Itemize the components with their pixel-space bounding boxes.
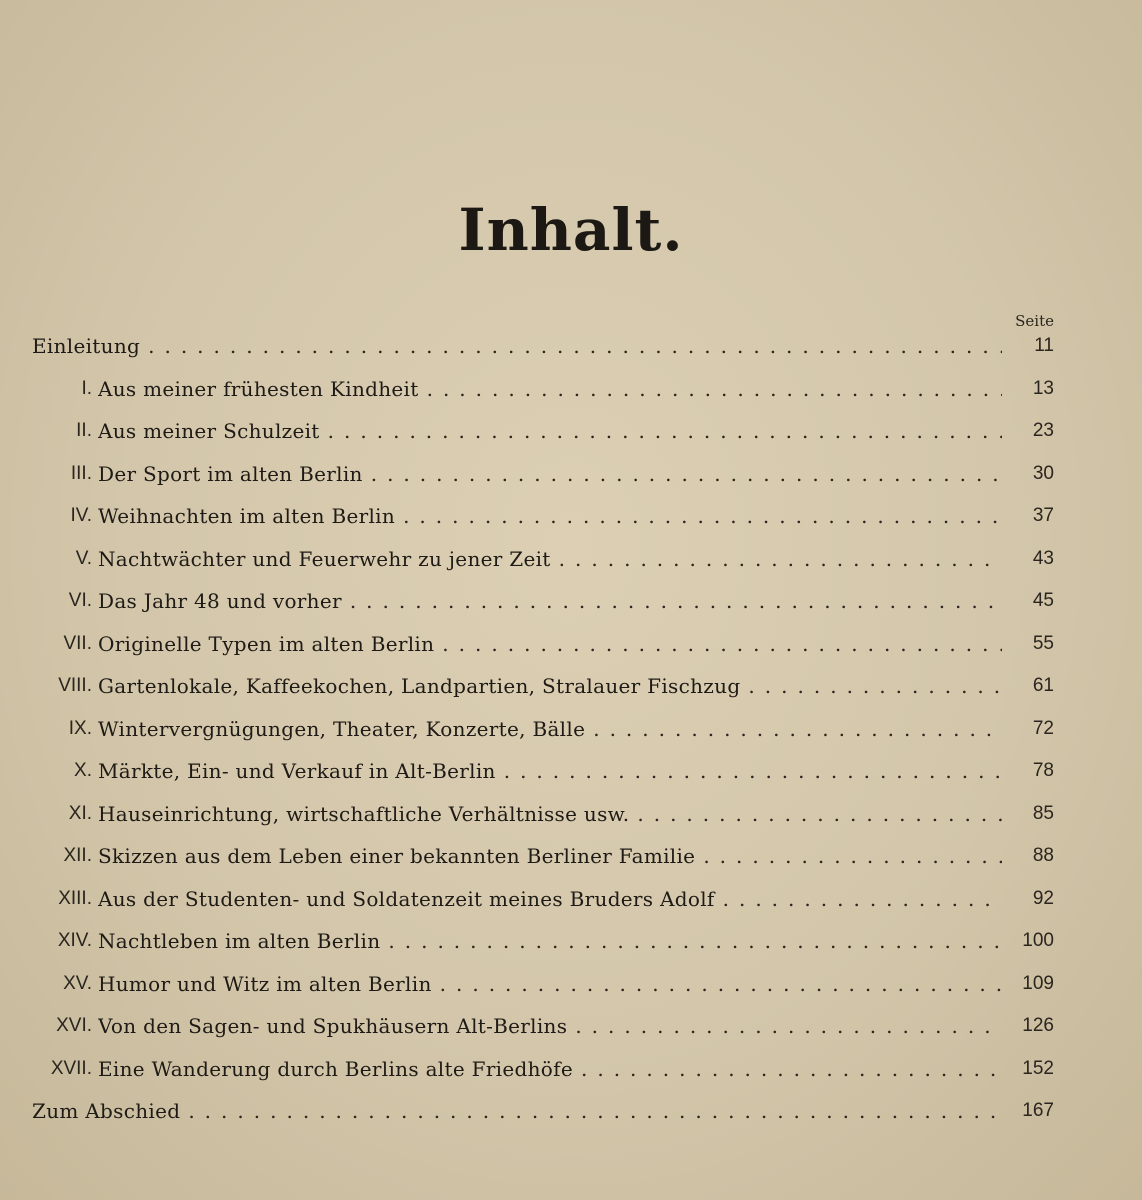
toc-entry [0, 410, 1142, 453]
chapter-title: Nachtwächter und Feuerwehr zu jener Zeit [98, 546, 551, 571]
page-number: 30 [1032, 462, 1054, 484]
chapter-numeral: IV. [70, 505, 92, 526]
chapter-title: Der Sport im alten Berlin [98, 461, 363, 486]
chapter-title: Humor und Witz im alten Berlin [98, 971, 432, 996]
chapter-title: Wintervergnügungen, Theater, Konzerte, Bälle [98, 716, 586, 741]
toc-entry [0, 920, 1142, 963]
entry-line [98, 1005, 1002, 1048]
toc-entry [0, 495, 1142, 538]
page-number: 100 [1022, 930, 1054, 951]
dot-leader [328, 410, 1002, 453]
entry-line [98, 963, 1002, 1006]
chapter-title: Weihnachten im alten Berlin [98, 504, 396, 528]
page-number: 37 [1032, 505, 1054, 526]
toc-entry [0, 835, 1142, 878]
entry-line [98, 920, 1002, 963]
toc-entry [0, 538, 1142, 581]
chapter-numeral: XVII. [50, 1057, 92, 1079]
chapter-title: Hauseinrichtung, wirtschaftliche Verhältnisse usw. [98, 801, 630, 826]
chapter-numeral: I. [81, 377, 92, 399]
page-number: 43 [1032, 547, 1054, 569]
chapter-numeral: XIV. [57, 930, 92, 951]
chapter-title: Zum Abschied [32, 1099, 181, 1123]
entry-line [98, 1048, 1002, 1091]
dot-leader [504, 750, 1002, 793]
entry-line [32, 325, 1002, 368]
dot-leader [403, 495, 1002, 538]
dot-leader [575, 1005, 1002, 1048]
toc-entry [0, 963, 1142, 1006]
entry-line [98, 538, 1002, 581]
toc-entry [0, 750, 1142, 793]
entry-line [98, 495, 1002, 538]
chapter-title: Einleitung [32, 334, 141, 358]
page-number: 23 [1032, 420, 1054, 441]
entry-line [98, 793, 1002, 836]
dot-leader [703, 835, 1002, 878]
chapter-title: Gartenlokale, Kaffeekochen, Landpartien, Stralauer Fischzug [98, 674, 741, 698]
chapter-numeral: XIII. [58, 887, 92, 909]
entry-line [32, 1090, 1002, 1133]
page-number: 85 [1032, 802, 1054, 824]
chapter-numeral: XVI. [56, 1015, 92, 1036]
entry-line [98, 580, 1002, 623]
entry-line [98, 878, 1002, 921]
chapter-title: Skizzen aus dem Leben einer bekannten Berliner Familie [98, 844, 696, 868]
chapter-title: Märkte, Ein- und Verkauf in Alt-Berlin [98, 759, 496, 783]
toc-entry [0, 1090, 1142, 1133]
dot-leader [188, 1090, 1002, 1133]
chapter-numeral: XV. [63, 972, 92, 994]
dot-leader [148, 325, 1002, 368]
page-number: 78 [1032, 760, 1054, 781]
page-number: 167 [1022, 1100, 1054, 1121]
chapter-title: Originelle Typen im alten Berlin [98, 631, 435, 656]
chapter-title: Aus meiner Schulzeit [98, 419, 320, 443]
chapter-numeral: V. [75, 547, 92, 569]
entry-line [98, 665, 1002, 708]
toc-entry [0, 368, 1142, 411]
page-number: 55 [1032, 632, 1054, 654]
page-number: 45 [1032, 590, 1054, 611]
dot-leader [388, 920, 1002, 963]
toc-entry [0, 708, 1142, 751]
toc-entry [0, 1048, 1142, 1091]
dot-leader [440, 963, 1002, 1006]
page-number: 109 [1022, 972, 1054, 994]
chapter-numeral: II. [76, 420, 92, 441]
chapter-numeral: XI. [68, 802, 92, 824]
toc-entry [0, 453, 1142, 496]
entry-line [98, 410, 1002, 453]
page-number: 152 [1022, 1057, 1054, 1079]
entry-line [98, 453, 1002, 496]
chapter-title: Aus meiner frühesten Kindheit [98, 376, 419, 401]
dot-leader [593, 708, 1002, 751]
chapter-numeral: VI. [68, 590, 92, 611]
dot-leader [427, 368, 1002, 411]
chapter-title: Aus der Studenten- und Soldatenzeit meines Bruders Adolf [98, 886, 715, 911]
page-number: 92 [1032, 887, 1054, 909]
page-number: 88 [1032, 845, 1054, 866]
dot-leader [559, 538, 1002, 581]
dot-leader [581, 1048, 1002, 1091]
chapter-title: Nachtleben im alten Berlin [98, 929, 381, 953]
entry-line [98, 708, 1002, 751]
chapter-numeral: X. [74, 760, 92, 781]
chapter-numeral: IX. [68, 717, 92, 739]
entry-line [98, 750, 1002, 793]
entry-line [98, 835, 1002, 878]
toc-entry [0, 325, 1142, 368]
page-number: 61 [1032, 675, 1054, 696]
chapter-numeral: XII. [63, 845, 92, 866]
toc-entry [0, 580, 1142, 623]
dot-leader [371, 453, 1002, 496]
entry-line [98, 368, 1002, 411]
dot-leader [442, 623, 1002, 666]
toc-entry [0, 793, 1142, 836]
dot-leader [637, 793, 1002, 836]
chapter-numeral: VIII. [58, 675, 92, 696]
entry-line [98, 623, 1002, 666]
chapter-title: Eine Wanderung durch Berlins alte Friedhöfe [98, 1056, 573, 1081]
chapter-title: Von den Sagen- und Spukhäusern Alt-Berlins [98, 1014, 568, 1038]
page-number: 126 [1022, 1015, 1054, 1036]
dot-leader [748, 665, 1002, 708]
page-number: 11 [1034, 335, 1054, 356]
page-title: Inhalt. [458, 196, 684, 264]
page-number: 72 [1032, 717, 1054, 739]
toc-entry [0, 1005, 1142, 1048]
chapter-numeral: VII. [63, 632, 92, 654]
toc-entry [0, 878, 1142, 921]
table-of-contents [0, 325, 1142, 1133]
page-column-label: Seite [1015, 312, 1054, 330]
dot-leader [350, 580, 1002, 623]
chapter-title: Das Jahr 48 und vorher [98, 589, 342, 613]
page-number: 13 [1032, 377, 1054, 399]
dot-leader [723, 878, 1002, 921]
chapter-numeral: III. [70, 462, 92, 484]
toc-entry [0, 623, 1142, 666]
toc-entry [0, 665, 1142, 708]
